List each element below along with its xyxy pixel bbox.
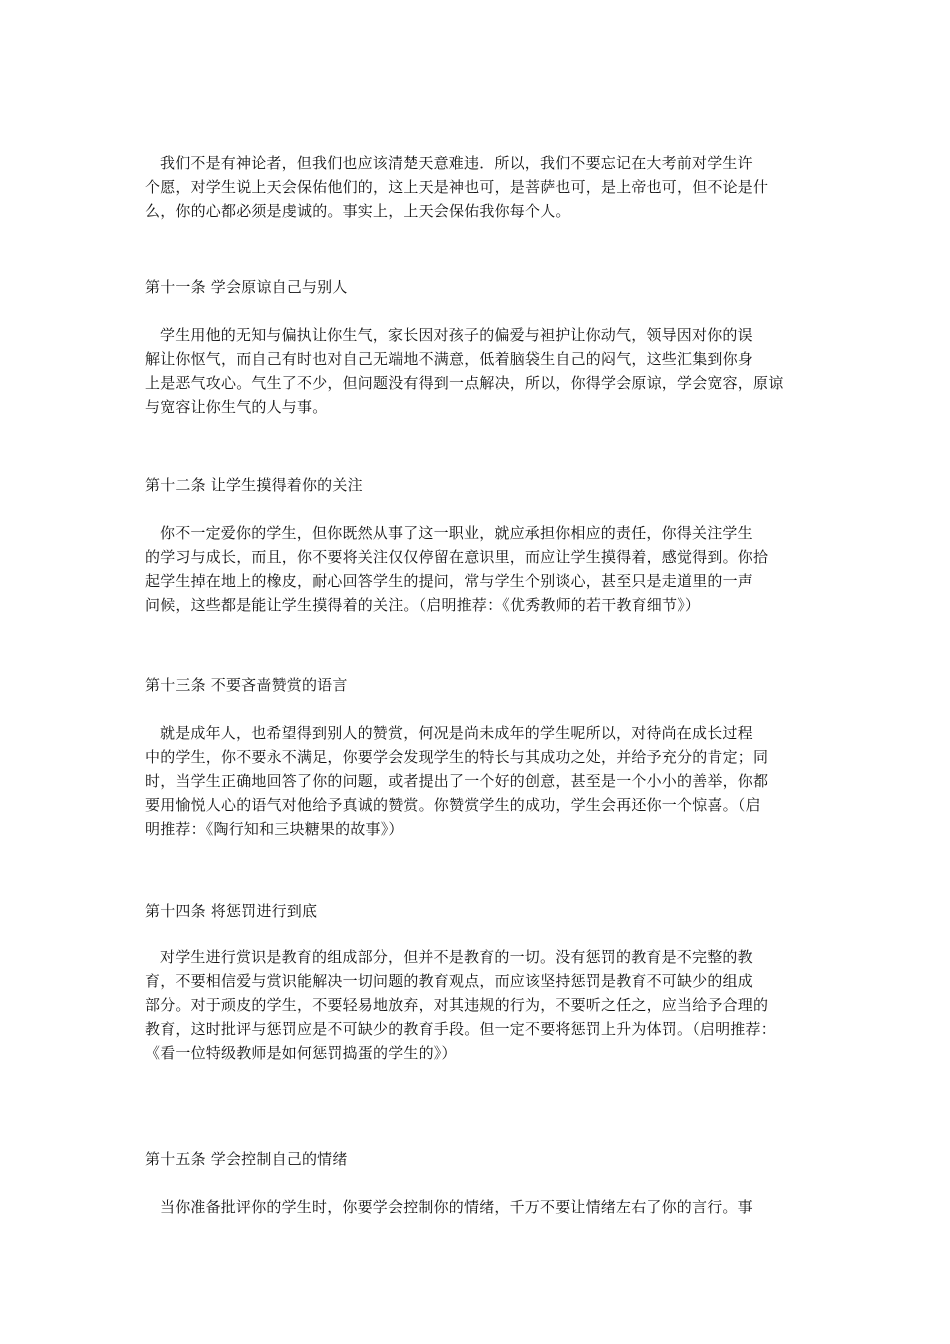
paragraph-line: 你不一定爱你的学生，但你既然从事了这一职业，就应承担你相应的责任，你得关注学生	[160, 524, 753, 542]
section-15-body	[145, 1195, 820, 1219]
paragraph-line: 上是恶气攻心。气生了不少，但问题没有得到一点解决，所以，你得学会原谅，学会宽容，原谅	[145, 374, 784, 392]
paragraph-line: 与宽容让你生气的人与事。	[145, 398, 328, 416]
paragraph-line: 起学生掉在地上的橡皮，耐心回答学生的提问，常与学生个别谈心，甚至只是走道里的一声	[145, 572, 754, 590]
paragraph-line: 就是成年人，也希望得到别人的赞赏，何况是尚未成年的学生呢所以，对待尚在成长过程	[160, 724, 753, 742]
paragraph-line: 部分。对于顽皮的学生，不要轻易地放弃，对其违规的行为，不要听之任之，应当给予合理的	[145, 996, 769, 1014]
paragraph-line: 《看一位特级教师是如何惩罚捣蛋的学生的》）	[145, 1044, 457, 1062]
paragraph-line: 时，当学生正确地回答了你的问题，或者提出了一个好的创意，甚至是一个小小的善举，你都	[145, 772, 769, 790]
section-11-body	[145, 323, 820, 419]
paragraph-line: 中的学生，你不要永不满足，你要学会发现学生的特长与其成功之处，并给予充分的肯定；同	[145, 748, 769, 766]
section-14-heading: 第十四条 将惩罚进行到底	[145, 902, 318, 920]
section-13-body	[145, 721, 820, 841]
paragraph-line: 个愿，对学生说上天会保佑他们的，这上天是神也可，是菩萨也可，是上帝也可，但不论是什	[145, 178, 769, 196]
paragraph-line: 育，不要相信爱与赏识能解决一切问题的教育观点，而应该坚持惩罚是教育不可缺少的组成	[145, 972, 754, 990]
section-15-heading: 第十五条 学会控制自己的情绪	[145, 1150, 348, 1168]
paragraph-line: 学生用他的无知与偏执让你生气，家长因对孩子的偏爱与袒护让你动气，领导因对你的误	[160, 326, 753, 344]
paragraph-line: 当你准备批评你的学生时，你要学会控制你的情绪，千万不要让情绪左右了你的言行。事	[160, 1198, 753, 1216]
paragraph-line: 么，你的心都必须是虔诚的。事实上，上天会保佑我你每个人。	[145, 202, 571, 220]
section-12-body	[145, 521, 820, 617]
paragraph-line: 的学习与成长，而且，你不要将关注仅仅停留在意识里，而应让学生摸得着，感觉得到。你拾	[145, 548, 769, 566]
paragraph-line: 对学生进行赏识是教育的组成部分，但并不是教育的一切。没有惩罚的教育是不完整的教	[160, 948, 753, 966]
paragraph-line: 我们不是有神论者，但我们也应该清楚天意难违．所以，我们不要忘记在大考前对学生许	[160, 154, 753, 172]
section-12-heading: 第十二条 让学生摸得着你的关注	[145, 476, 363, 494]
section-11-heading: 第十一条 学会原谅自己与别人	[145, 278, 348, 296]
paragraph-line: 问候，这些都是能让学生摸得着的关注。（启明推荐：《优秀教师的若干教育细节》）	[145, 596, 701, 614]
paragraph-line: 要用愉悦人心的语气对他给予真诚的赞赏。你赞赏学生的成功，学生会再还你一个惊喜。（启	[145, 796, 761, 814]
paragraph-line: 明推荐：《陶行知和三块糖果的故事》）	[145, 820, 404, 838]
section-14-body	[145, 945, 820, 1065]
section-13-heading: 第十三条 不要吝啬赞赏的语言	[145, 676, 348, 694]
paragraph-line: 教育，这时批评与惩罚应是不可缺少的教育手段。但一定不要将惩罚上升为体罚。（启明推荐：	[145, 1020, 776, 1038]
paragraph-line: 解让你怄气，而自己有时也对自己无端地不满意，低着脑袋生自己的闷气，这些汇集到你身	[145, 350, 754, 368]
intro-paragraph	[145, 151, 820, 223]
